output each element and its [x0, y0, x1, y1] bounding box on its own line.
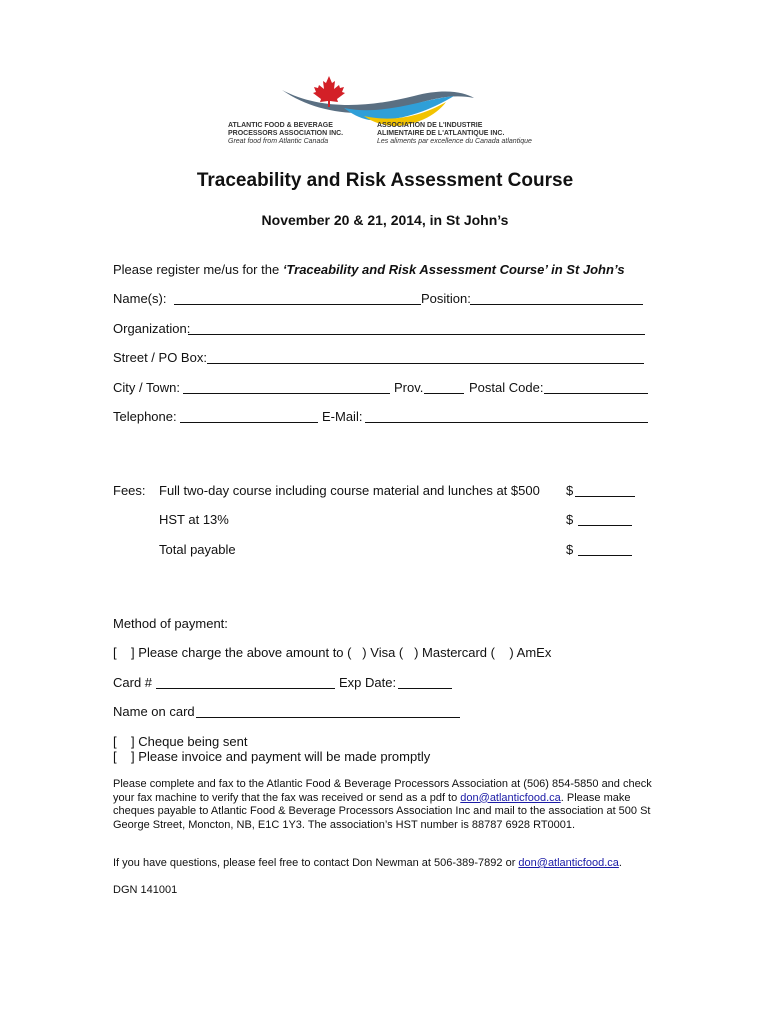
- card-number-field[interactable]: [156, 675, 335, 689]
- email-label: E-Mail:: [322, 409, 363, 424]
- city-label: City / Town:: [113, 380, 180, 395]
- postal-code-field[interactable]: [544, 380, 648, 394]
- names-label: Name(s):: [113, 291, 167, 306]
- fee-course-amount-field[interactable]: [575, 483, 635, 497]
- page-title: Traceability and Risk Assessment Course: [196, 170, 574, 191]
- fee-total-amount-field[interactable]: [578, 542, 632, 556]
- instructions-paragraph: [113, 778, 653, 832]
- names-field[interactable]: [174, 291, 421, 305]
- fee-total-dollar: $: [566, 542, 574, 557]
- email-field[interactable]: [365, 409, 648, 423]
- cheque-option[interactable]: [ ] Cheque being sent: [113, 734, 248, 749]
- fee-hst-desc: HST at 13%: [159, 512, 229, 527]
- fee-hst-dollar: $: [566, 512, 574, 527]
- contact-text-1: If you have questions, please feel free to contact Don Newman at 506-389-7892 or: [113, 857, 519, 869]
- logo-org-en-line2: PROCESSORS ASSOCIATION INC.: [228, 130, 344, 137]
- fee-course-desc: Full two-day course including course material and lunches at $500: [159, 483, 540, 498]
- fee-total-desc: Total payable: [159, 542, 236, 557]
- document-code: DGN 141001: [113, 884, 178, 896]
- logo-org-fr-line1: ASSOCIATION DE L'INDUSTRIE: [377, 122, 483, 129]
- fee-course-dollar: $: [566, 483, 574, 498]
- position-label: Position:: [421, 291, 471, 306]
- position-field[interactable]: [470, 291, 643, 305]
- name-on-card-field[interactable]: [196, 704, 460, 718]
- organization-field[interactable]: [188, 321, 645, 335]
- contact-email-link[interactable]: don@atlanticfood.ca: [518, 857, 619, 869]
- contact-text-2: .: [618, 857, 622, 869]
- name-on-card-label: Name on card: [113, 704, 195, 719]
- logo-org-french: [377, 122, 532, 146]
- logo-tagline-fr: Les aliments par excellence du Canada atlantique: [377, 138, 532, 145]
- city-field[interactable]: [183, 380, 390, 394]
- organization-label: Organization:: [113, 321, 191, 336]
- logo-org-fr-line2: ALIMENTAIRE DE L'ATLANTIQUE INC.: [377, 130, 505, 137]
- telephone-field[interactable]: [180, 409, 318, 423]
- exp-date-field[interactable]: [398, 675, 452, 689]
- names-row: [113, 291, 166, 306]
- logo-tagline-en: Great food from Atlantic Canada: [228, 138, 329, 145]
- street-field[interactable]: [207, 350, 644, 364]
- instructions-text-2: . Please make cheques payable to Atlantic Food & Beverage Processors Association Inc and mail to the association at 500 St George Street, Moncton, NB, E1C 1Y3. The association’s HST number is 88787 6928 RT0001.: [113, 791, 651, 831]
- register-course-name: ‘Traceability and Risk Assessment Course’ in St John’s: [282, 262, 625, 277]
- register-prefix: Please register me/us for the: [113, 262, 283, 277]
- charge-card-option[interactable]: [ ] Please charge the above amount to ( ) Visa ( ) Mastercard ( ) AmEx: [113, 645, 552, 660]
- postal-code-label: Postal Code:: [469, 380, 544, 395]
- contact-paragraph: [113, 857, 653, 871]
- logo-org-en-line1: ATLANTIC FOOD & BEVERAGE: [228, 122, 333, 129]
- prov-label: Prov.: [394, 380, 424, 395]
- prov-field[interactable]: [424, 380, 464, 394]
- course-date: November 20 & 21, 2014, in St John’s: [261, 212, 509, 228]
- register-statement: [113, 262, 625, 277]
- logo-org-english: [228, 122, 343, 146]
- instructions-text-1: Please complete and fax to the Atlantic Food & Beverage Processors Association at (506) 854-5850 and check your fax machine to verify that the fax was received or send as a pdf to: [113, 778, 652, 804]
- payment-heading: Method of payment:: [113, 616, 228, 631]
- exp-date-label: Exp Date:: [339, 675, 397, 690]
- street-label: Street / PO Box:: [113, 350, 207, 365]
- telephone-label: Telephone:: [113, 409, 177, 424]
- email-link[interactable]: don@atlanticfood.ca: [460, 791, 561, 804]
- fees-label: Fees:: [113, 483, 146, 498]
- card-number-label: Card #: [113, 675, 153, 690]
- fee-hst-amount-field[interactable]: [578, 512, 632, 526]
- invoice-option[interactable]: [ ] Please invoice and payment will be made promptly: [113, 749, 431, 764]
